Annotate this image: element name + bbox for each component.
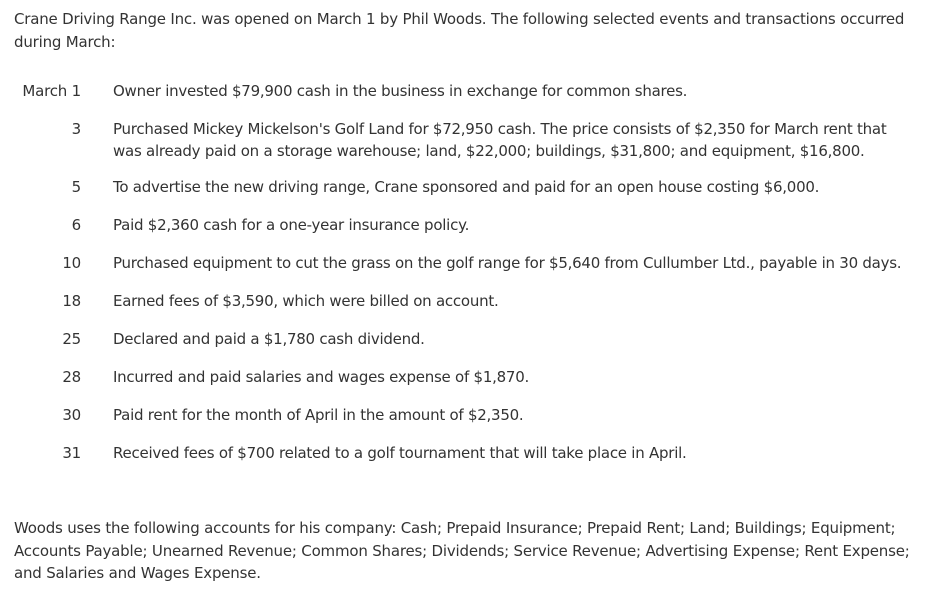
event-date: 18 [62,292,81,310]
event-date: 6 [71,216,81,234]
event-row [0,176,944,214]
event-text: Declared and paid a $1,780 cash dividend. [113,330,425,348]
event-date: 5 [71,178,81,196]
event-text: Incurred and paid salaries and wages expense of $1,870. [113,368,530,386]
event-date: March 1 [22,82,81,100]
event-row [0,78,944,116]
event-date: 10 [62,254,81,272]
event-row [0,214,944,252]
event-text: Purchased Mickey Mickelson's Golf Land for $72,950 cash. The price consists of $2,350 for March rent that was already paid on a storage warehouse; land, $22,000; buildings, $31,800; and equipment, $16,800. [113,120,887,160]
event-date: 31 [62,444,81,462]
event-text: Purchased equipment to cut the grass on the golf range for $5,640 from Cullumber Ltd., payable in 30 days. [113,254,902,272]
event-row [0,252,944,290]
event-row [0,404,944,442]
event-text: Owner invested $79,900 cash in the business in exchange for common shares. [113,82,688,100]
event-date: 30 [62,406,81,424]
event-row [0,116,944,176]
event-row [0,366,944,404]
event-text: To advertise the new driving range, Crane sponsored and paid for an open house costing $6,000. [113,178,820,196]
event-date: 25 [62,330,81,348]
intro-paragraph: Crane Driving Range Inc. was opened on March 1 by Phil Woods. The following selected events and transactions occurred during March: [14,10,905,51]
events-list [0,78,944,480]
event-text: Received fees of $700 related to a golf tournament that will take place in April. [113,444,687,462]
event-text: Earned fees of $3,590, which were billed on account. [113,292,499,310]
event-text: Paid $2,360 cash for a one-year insurance policy. [113,216,470,234]
event-row [0,290,944,328]
accounts-paragraph: Woods uses the following accounts for his company: Cash; Prepaid Insurance; Prepaid Rent; Land; Buildings; Equipment; Accounts Payable; Unearned Revenue; Common Shares; Dividends; Service Revenue; Advertising Expense; Rent Expense; and Salaries and Wages Expense. [14,519,910,582]
event-text: Paid rent for the month of April in the amount of $2,350. [113,406,524,424]
event-date: 3 [71,120,81,138]
event-row [0,328,944,366]
event-row [0,442,944,480]
event-date: 28 [62,368,81,386]
